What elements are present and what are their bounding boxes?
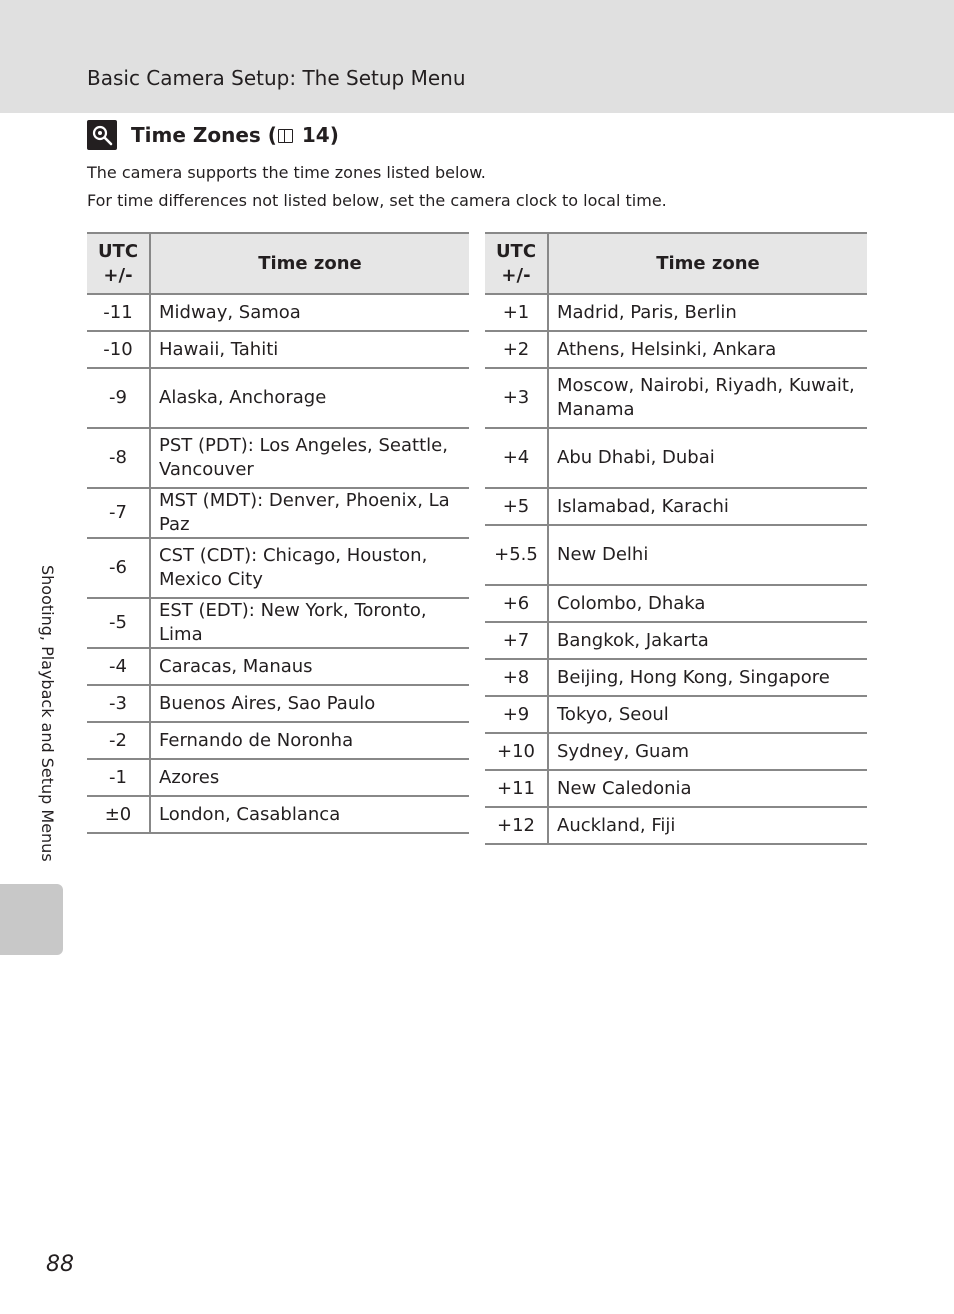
table-row (485, 807, 867, 844)
zone-cell: EST (EDT): New York, Toronto, Lima (150, 598, 469, 648)
utc-offset-cell: +10 (485, 733, 548, 770)
header-band (0, 0, 954, 113)
utc-offset-cell: -2 (87, 722, 150, 759)
table-row (485, 428, 867, 488)
wrench-setup-icon (87, 120, 117, 150)
zone-cell: Buenos Aires, Sao Paulo (150, 685, 469, 722)
table-row (485, 368, 867, 428)
table-row (87, 368, 469, 428)
table-row (87, 294, 469, 331)
table-row (87, 598, 469, 648)
section-heading (87, 119, 339, 151)
zone-cell: MST (MDT): Denver, Phoenix, La Paz (150, 488, 469, 538)
utc-offset-cell: -3 (87, 685, 150, 722)
utc-offset-cell: -6 (87, 538, 150, 598)
zone-cell: Abu Dhabi, Dubai (548, 428, 867, 488)
section-title (131, 123, 339, 147)
utc-header-line2: +/- (501, 264, 531, 286)
table-row (87, 428, 469, 488)
table-row (87, 685, 469, 722)
utc-column-header (485, 233, 548, 294)
table-row (485, 488, 867, 525)
zone-column-header: Time zone (548, 233, 867, 294)
table-row (485, 585, 867, 622)
zone-cell: Azores (150, 759, 469, 796)
utc-offset-cell: +3 (485, 368, 548, 428)
utc-header-line2: +/- (103, 264, 133, 286)
side-tab-marker (0, 884, 63, 955)
zone-cell: Colombo, Dhaka (548, 585, 867, 622)
page-header-title: Basic Camera Setup: The Setup Menu (87, 66, 466, 90)
utc-offset-cell: +6 (485, 585, 548, 622)
zone-cell: Hawaii, Tahiti (150, 331, 469, 368)
utc-offset-cell: +11 (485, 770, 548, 807)
zone-cell: Madrid, Paris, Berlin (548, 294, 867, 331)
zone-cell: Islamabad, Karachi (548, 488, 867, 525)
utc-offset-cell: +4 (485, 428, 548, 488)
utc-offset-cell: +2 (485, 331, 548, 368)
table-row (485, 525, 867, 585)
zone-cell: Auckland, Fiji (548, 807, 867, 844)
utc-offset-cell: +9 (485, 696, 548, 733)
table-row (485, 294, 867, 331)
utc-offset-cell: +5.5 (485, 525, 548, 585)
utc-header-line1: UTC (97, 240, 139, 262)
table-row (87, 488, 469, 538)
utc-offset-cell: -1 (87, 759, 150, 796)
zone-column-header: Time zone (150, 233, 469, 294)
utc-offset-cell: -11 (87, 294, 150, 331)
intro-line: For time differences not listed below, set the camera clock to local time. (87, 191, 667, 210)
utc-offset-cell: ±0 (87, 796, 150, 833)
utc-column-header (87, 233, 150, 294)
table-row (485, 331, 867, 368)
table-row (87, 796, 469, 833)
table-row (485, 696, 867, 733)
zone-cell: Fernando de Noronha (150, 722, 469, 759)
utc-offset-cell: +5 (485, 488, 548, 525)
utc-offset-cell: -4 (87, 648, 150, 685)
utc-offset-cell: +7 (485, 622, 548, 659)
table-row (485, 622, 867, 659)
table-row (87, 759, 469, 796)
intro-line: The camera supports the time zones listed below. (87, 163, 486, 182)
utc-offset-cell: +8 (485, 659, 548, 696)
utc-offset-cell: -8 (87, 428, 150, 488)
table-row (485, 733, 867, 770)
time-zone-table-right (485, 232, 867, 845)
zone-cell: Sydney, Guam (548, 733, 867, 770)
time-zone-table-left (87, 232, 469, 834)
table-row (87, 538, 469, 598)
zone-cell: Athens, Helsinki, Ankara (548, 331, 867, 368)
table-row (87, 648, 469, 685)
zone-cell: Midway, Samoa (150, 294, 469, 331)
utc-offset-cell: +1 (485, 294, 548, 331)
zone-cell: Bangkok, Jakarta (548, 622, 867, 659)
zone-cell: New Caledonia (548, 770, 867, 807)
section-ref-page: 14) (301, 123, 339, 147)
book-reference-icon (278, 129, 293, 143)
page-number: 88 (46, 1252, 74, 1277)
utc-header-line1: UTC (495, 240, 537, 262)
zone-cell: CST (CDT): Chicago, Houston, Mexico City (150, 538, 469, 598)
zone-cell: Tokyo, Seoul (548, 696, 867, 733)
table-row (87, 722, 469, 759)
utc-offset-cell: -10 (87, 331, 150, 368)
zone-cell: Caracas, Manaus (150, 648, 469, 685)
zone-cell: Alaska, Anchorage (150, 368, 469, 428)
table-row (87, 331, 469, 368)
utc-offset-cell: +12 (485, 807, 548, 844)
zone-cell: London, Casablanca (150, 796, 469, 833)
zone-cell: New Delhi (548, 525, 867, 585)
zone-cell: PST (PDT): Los Angeles, Seattle, Vancouver (150, 428, 469, 488)
side-tab-label: Shooting, Playback and Setup Menus (38, 565, 57, 862)
table-row (485, 659, 867, 696)
utc-offset-cell: -5 (87, 598, 150, 648)
table-row (485, 770, 867, 807)
utc-offset-cell: -7 (87, 488, 150, 538)
utc-offset-cell: -9 (87, 368, 150, 428)
zone-cell: Moscow, Nairobi, Riyadh, Kuwait, Manama (548, 368, 867, 428)
zone-cell: Beijing, Hong Kong, Singapore (548, 659, 867, 696)
section-title-text: Time Zones ( (131, 123, 277, 147)
